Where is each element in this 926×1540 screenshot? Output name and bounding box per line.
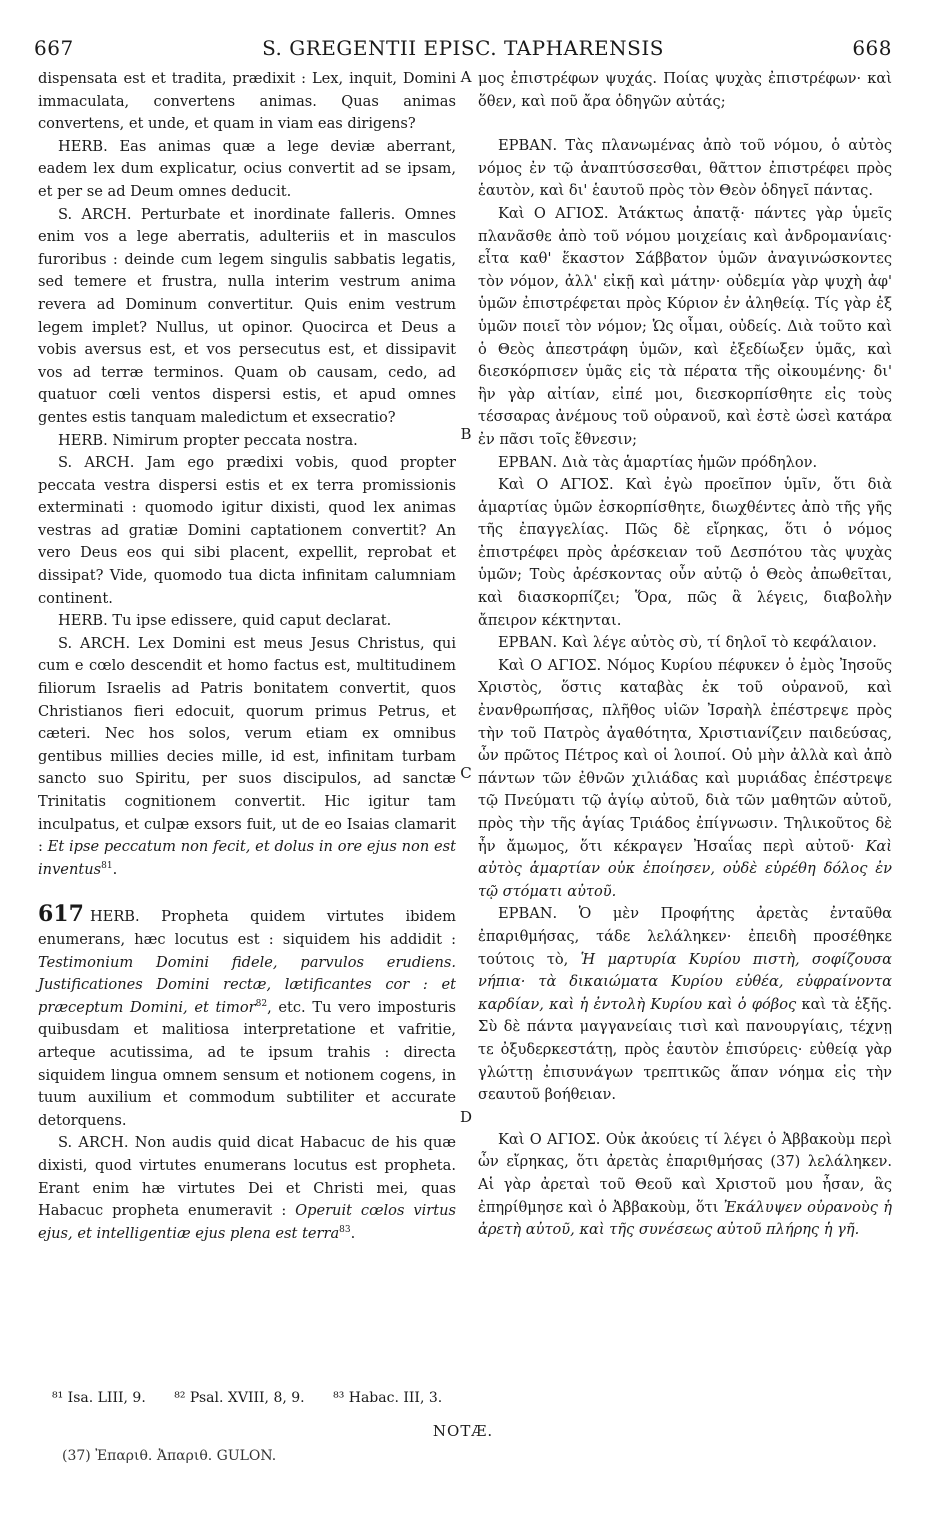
latin-paragraph: S. ARCH. Lex Domini est meus Jesus Christus, qui cum e cœlo descendit et homo factus est, multitudinem filiorum Israelis ad Patris bonitatem convertit, quos Christianos fieri edocuit, quorum primus Petrus, et cæteri. Nec hos solos, verum etiam ex omnibus gentibus millies decies mille, id est, infinitam turbam sancto suo Spiritu, per suos discipulos, ad sanctæ Trinitatis cognitionem convertit. Hic igitur tam inculpatus, et culpæ exsors fuit, ut de eo Isaias clamarit : Et ipse peccatum non fecit, et dolus in ore ejus non est inventus$^{81}$. bbox=[38, 634, 456, 878]
greek-quotation: Καὶ αὐτὸς ἁμαρτίαν οὐκ ἐποίησεν, οὐδὲ εὑρέθη δόλος ἐν τῷ στόματι αὐτοῦ. bbox=[478, 837, 892, 900]
footnote-83: ⁸³ Habac. III, 3. bbox=[333, 1390, 443, 1406]
greek-text: Καὶ Ο ΑΓΙΟΣ. Οὐκ ἀκούεις τί λέγει ὁ Ἀββακοὺμ περὶ ὧν εἴρηκας, ὅτι ἀρετὰς ἐπαριθμήσας (37) λελάληκεν. Αἱ γὰρ ἀρεταὶ τοῦ Θεοῦ καὶ Χριστοῦ μου ἦσαν, ἃς ἐπηρίθμησε καὶ ὁ Ἀββακοὺμ, ὅτι bbox=[478, 1130, 892, 1216]
footnote-ref: 83 bbox=[339, 1224, 351, 1235]
greek-quotation: Ἡ μαρτυρία Κυρίου πιστὴ, σοφίζουσα νήπια· τὰ δικαιώματα Κυρίου εὐθέα, εὐφραίνοντα καρδίαν, καὶ ἡ ἐντολὴ Κυρίου καὶ ὁ φόβος bbox=[478, 950, 892, 1013]
greek-text: καὶ τὰ ἑξῆς. Σὺ δὲ πάντα μαγγανείαις τισὶ καὶ πανουργίαις, τέχνῃ τε ὀξυδερκεστάτῃ, πρὸς ἑαυτὸν ἐπισύρεις· εὐθείᾳ γὰρ γλώττῃ ἐπισυνάγων τρεπτικῶς ἅπαν νόημα εἰς τὴν σεαυτοῦ βοήθειαν. bbox=[478, 995, 893, 1104]
greek-paragraph bbox=[478, 1129, 892, 1242]
greek-paragraph bbox=[478, 655, 892, 904]
footnote-81: ⁸¹ Isa. LIII, 9. bbox=[52, 1390, 146, 1406]
latin-quotation: Testimonium Domini fidele, parvulos erudiens. Justificationes Domini rectæ, lætificantes cor : et præceptum Domini, et timor bbox=[38, 953, 456, 1016]
latin-paragraph: HERB. Nimirum propter peccata nostra. bbox=[58, 431, 358, 449]
greek-paragraph: μος ἐπιστρέφων ψυχάς. Ποίας ψυχὰς ἐπιστρέφων· καὶ ὅθεν, καὶ ποῦ ἄρα ὁδηγῶν αὐτάς; bbox=[478, 70, 892, 110]
latin-column bbox=[38, 68, 456, 1245]
latin-text: S. ARCH. Non audis quid dicat Habacuc de his quæ dixisti, quod virtutes enumerans locutus est propheta. Erant enim hæ virtutes Dei et Christi mei, quas Habacuc propheta enumeravit : bbox=[38, 1134, 456, 1220]
latin-text: HERB. Propheta quidem virtutes ibidem enumerans, hæc locutus est : siquidem his addidit : bbox=[38, 908, 456, 948]
page-number-right: 668 bbox=[852, 36, 892, 60]
footnote-82: ⁸² Psal. XVIII, 8, 9. bbox=[174, 1390, 305, 1406]
margin-marker-d: D bbox=[459, 1108, 473, 1126]
latin-paragraph: S. ARCH. Non audis quid dicat Habacuc de his quæ dixisti, quod virtutes enumerans locutus est propheta. Erant enim hæ virtutes Dei et Christi mei, quas Habacuc propheta enumeravit : Operuit cœlos virtus ejus, et intelligentiæ ejus plena est terra$^{83}$. bbox=[38, 1134, 456, 1242]
greek-paragraph: ΕΡΒΑΝ. Καὶ λέγε αὐτὸς σὺ, τί δηλοῖ τὸ κεφάλαιον. bbox=[498, 634, 877, 652]
margin-marker-a: A bbox=[460, 68, 472, 86]
running-header bbox=[34, 36, 892, 64]
greek-text: ΕΡΒΑΝ. Ὁ μὲν Προφήτης ἀρετὰς ἐνταῦθα ἐπαριθμήσας, τάδε λελάληκεν· ἐπειδὴ προσέθηκε τούτοις τὸ, bbox=[478, 905, 892, 968]
notes-heading: NOTÆ. bbox=[432, 1422, 494, 1440]
greek-paragraph: Καὶ Ο ΑΓΙΟΣ. Καὶ ἐγὼ προεῖπον ὑμῖν, ὅτι διὰ ἁμαρτίας ὑμῶν ἐσκορπίσθητε, διωχθέντες ἀπὸ τῆς γῆς τῆς ἐπαγγελίας. Πῶς δὲ εἴρηκας, ὅτι ὁ νόμος ἐπιστρέφει πρὸς ἀρέσκειαν τοῦ Δεσπότου τὰς ψυχὰς ὑμῶν; Τοὺς ἀρέσκοντας οὖν αὐτῷ ὁ Θεὸς ἀπωθεῖται, καὶ διασκορπίζει; Ὅρα, πῶς ἃ λέγεις, διαβολὴν ἄπειρον κέκτηνται. bbox=[478, 476, 892, 629]
page-number-left: 667 bbox=[34, 36, 74, 60]
latin-text: , etc. Tu vero imposturis quibusdam et malitiosa interpretatione et vafritie, arteque acutissima, ad te ipsum trahis : directa siquidem lingua omnem sensum et notionem cogens, in tuum auxilium et commodum subtiliter et accurate detorquens. bbox=[38, 998, 456, 1129]
latin-quotation: Operuit cœlos virtus ejus, et intelligentiæ ejus plena est terra bbox=[38, 1202, 456, 1242]
greek-column bbox=[478, 68, 892, 1242]
page-title: S. GREGENTII EPISC. TAPHARENSIS bbox=[262, 36, 664, 60]
latin-quotation: Et ipse peccatum non fecit, et dolus in ore ejus non est inventus bbox=[38, 838, 456, 878]
latin-paragraph: HERB. Tu ipse edissere, quid caput declarat. bbox=[58, 612, 392, 630]
latin-text: S. ARCH. Lex Domini est meus Jesus Christus, qui cum e cœlo descendit et homo factus est, multitudinem filiorum Israelis ad Patris bonitatem convertit, quos Christianos fieri edocuit, quorum primus Petrus, et cæteri. Nec hos solos, verum etiam ex omnibus gentibus millies decies mille, id est, infinitam turbam sancto suo Spiritu, per suos discipulos, ad sanctæ Trinitatis cognitionem convertit. Hic igitur tam inculpatus, et culpæ exsors fuit, ut de eo Isaias clamarit : bbox=[38, 634, 456, 856]
margin-marker-c: C bbox=[460, 764, 472, 782]
section-number: 617 bbox=[38, 901, 84, 928]
greek-paragraph: ΕΡΒΑΝ. Τὰς πλανωμένας ἀπὸ τοῦ νόμου, ὁ αὐτὸς νόμος ἐν τῷ ἀναπτύσσεσθαι, θᾶττον ἐπιστρέφει πρὸς ἑαυτὸν, καὶ δι' ἑαυτοῦ πρὸς τὸν Θεὸν ὁδηγεῖ πάντας. bbox=[478, 137, 892, 200]
footnote-ref: 82 bbox=[255, 998, 268, 1009]
margin-marker-b: B bbox=[460, 425, 472, 443]
greek-paragraph bbox=[478, 903, 892, 1106]
latin-paragraph: HERB. Eas animas quæ a lege deviæ aberrant, eadem lex dum explicatur, ocius convertit ad se ipsam, et per se ad Deum omnes deducit. bbox=[38, 137, 456, 200]
greek-text: Καὶ Ο ΑΓΙΟΣ. Νόμος Κυρίου πέφυκεν ὁ ἐμὸς Ἰησοῦς Χριστὸς, ὅστις καταβὰς ἐκ τοῦ οὐρανοῦ, καὶ ἐνανθρωπήσας, πλῆθος υἱῶν Ἰσραὴλ ἐπέστρεψε πρὸς τὴν τοῦ Πατρὸς ἀγαθότητα, Χριστιανίζειν παιδεύσας, ὧν πρῶτος Πέτρος καὶ οἱ λοιποί. Οὐ μὴν ἀλλὰ καὶ ἀπὸ πάντων τῶν ἐθνῶν χιλιάδας καὶ μυριάδας ἐπέστρεψε τῷ Πνεύματι τῷ ἁγίῳ αὐτοῦ, διὰ τῶν μαθητῶν αὐτοῦ, πρὸς τὴν τῆς ἁγίας Τριάδος ἐπίγνωσιν. Τηλικοῦτος δὲ ἦν ἄμωμος, ὅτι κέκραγεν Ἠσαΐας περὶ αὐτοῦ· bbox=[478, 656, 892, 855]
latin-paragraph: dispensata est et tradita, prædixit : Lex, inquit, Domini immaculata, convertens animas. Quas animas convertens, et unde, et quam in viam eas dirigens? bbox=[38, 70, 456, 133]
scripture-footnotes bbox=[52, 1390, 466, 1406]
note-37: (37) Ἐπαριθ. Ἀπαριθ. GULON. bbox=[62, 1448, 277, 1464]
greek-paragraph: ΕΡΒΑΝ. Διὰ τὰς ἁμαρτίας ἡμῶν πρόδηλον. bbox=[498, 453, 818, 471]
greek-paragraph: Καὶ Ο ΑΓΙΟΣ. Ἀτάκτως ἀπατᾷ· πάντες γὰρ ὑμεῖς πλανᾶσθε ἀπὸ τοῦ νόμου μοιχείαις καὶ ἀνδρομανίαις· εἶτα καθ' ἕκαστον Σάββατον ὑμῶν ἀναγινώσκοντες τὸν νόμον, ἀλλ' εἰκῇ καὶ μάτην· οὐδεμία γὰρ ψυχὴ ἀφ' ὑμῶν ἐπιστρέφεται πρὸς Κύριον ἐν ἀληθείᾳ. Τίς γὰρ ἐξ ὑμῶν ποιεῖ τὸν νόμον; Ὡς οἶμαι, οὐδείς. Διὰ τοῦτο καὶ ὁ Θεὸς ἀπεστράφη ὑμῶν, καὶ ἐξεδίωξεν ὑμᾶς, καὶ διεσκόρπισεν ὑμᾶς εἰς τὰ πέρατα τῆς οἰκουμένης· δι' ἣν γὰρ αἰτίαν, εἰπέ μοι, διεσκορπίσθητε εἰς τοὺς τέσσαρας ἀνέμους τοῦ οὐρανοῦ, καὶ ἐστὲ ὡσεὶ κατάρα ἐν πᾶσι τοῖς ἔθνεσιν; bbox=[478, 204, 892, 448]
greek-quotation: Ἐκάλυψεν οὐρανοὺς ἡ ἀρετὴ αὐτοῦ, καὶ τῆς συνέσεως αὐτοῦ πλήρης ἡ γῆ. bbox=[478, 1198, 892, 1239]
latin-paragraph bbox=[38, 903, 456, 1132]
latin-paragraph: S. ARCH. Jam ego prædixi vobis, quod propter peccata vestra dispersi estis et ex terra promissionis exterminati : quomodo igitur dixisti, quod lex animas vestras ad gratiæ Domini captationem convertit? An vero Deus eos qui sibi placent, expellit, reprobat et dissipat? Vide, quomodo tua dicta infinitam calumniam continent. bbox=[38, 454, 456, 607]
footnote-ref: 81 bbox=[101, 860, 113, 871]
latin-paragraph: S. ARCH. Perturbate et inordinate falleris. Omnes enim vos a lege aberratis, adulteriis et in masculos furoribus : deinde cum legem singulis sabbatis legatis, sed temere et frustra, nulla interim vestrum anima revera ad Dominum convertitur. Quis enim vestrum legem implet? Nullus, ut opinor. Quocirca et Deus a vobis aversus est, et vos persecutus est, et dissipavit vos ad terræ terminos. Quam ob causam, cedo, ad quatuor cœli ventos dispersi estis, et apud omnes gentes estis tanquam maledictum et exsecratio? bbox=[38, 205, 456, 426]
